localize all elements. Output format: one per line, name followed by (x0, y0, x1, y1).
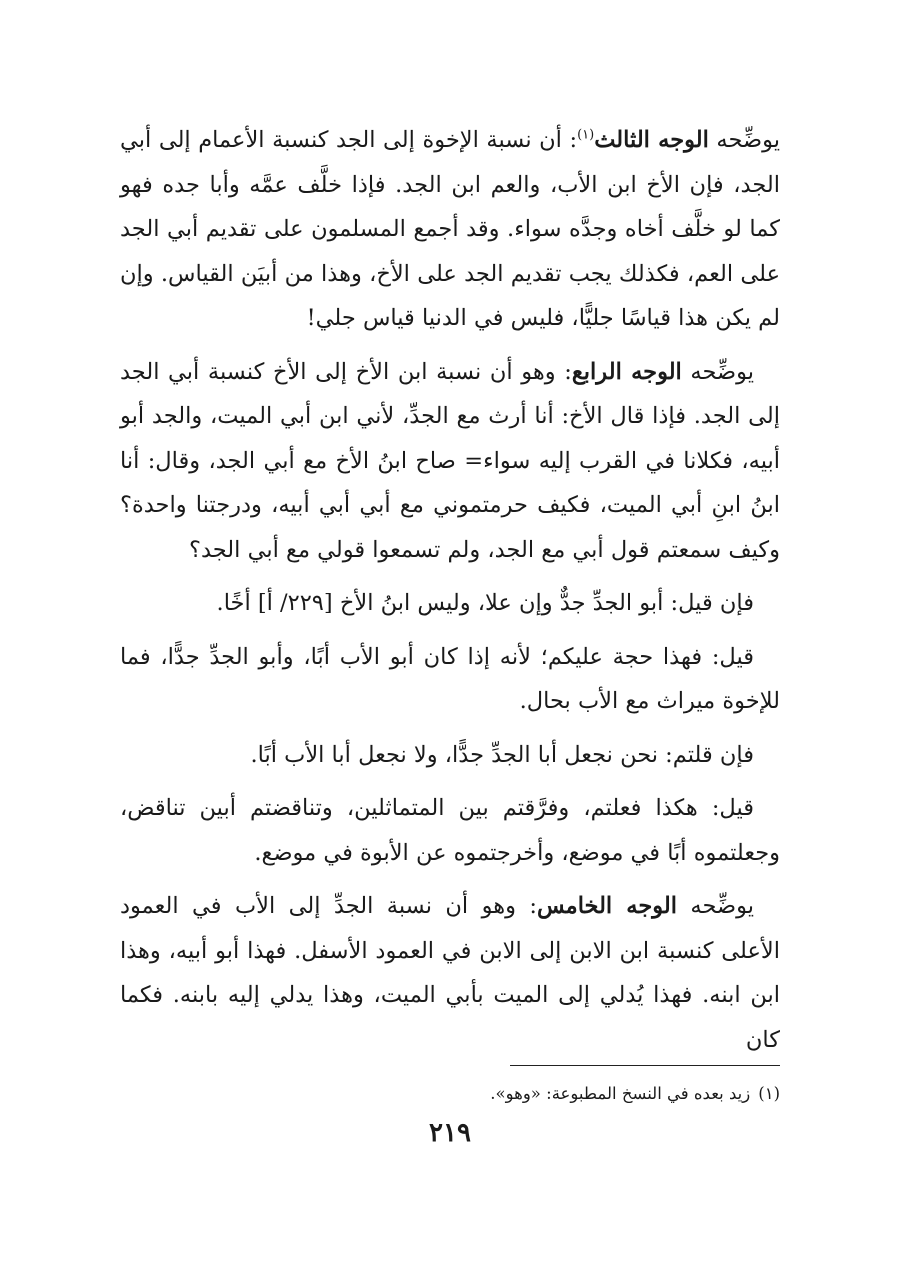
paragraph-fourth-aspect (120, 350, 780, 573)
paragraph-body: : أن نسبة الإخوة إلى الجد كنسبة الأعمام إلى أبي الجد، فإن الأخ ابن الأب، والعم ابن الجد. فإذا خلَّف عمَّه وأبا جده فهو كما لو خلَّف أخاه وجدَّه سواء. وقد أجمع المسلمون على تقديم أبي الجد على العم، فكذلك يجب تقديم الجد على الأخ، وهذا من أبيَن القياس. وإن لم يكن هذا قياسًا جليًّا، فليس في الدنيا قياس جلي! (120, 127, 780, 331)
footnote-reference: (١) (577, 127, 595, 143)
heading-third-aspect: الوجه الثالث (594, 127, 709, 153)
paragraph-body: : وهو أن نسبة ابن الأخ إلى الأخ كنسبة أبي الجد إلى الجد. فإذا قال الأخ: أنا أرث مع الجدِّ، لأني ابن أبي الميت، والجد أبو أبيه، فكلانا في القرب إليه سواء= صاح ابنُ الأخ مع أبي الجد، وقال: أنا ابنُ ابنِ أبي الميت، فكيف حرمتموني مع أبي أبي أبيه، ودرجتنا واحدة؟ وكيف سمعتم قول أبي مع الجد، ولم تسمعوا قولي مع أبي الجد؟ (120, 358, 780, 563)
paragraph-fifth-aspect (120, 884, 780, 1062)
paragraph-reply: قيل: فهذا حجة عليكم؛ لأنه إذا كان أبو الأب أبًا، وأبو الجدِّ جدًّا، فما للإخوة ميراث مع الأب بحال. (120, 643, 780, 714)
paragraph-lead: يوضِّحه (708, 127, 780, 153)
paragraph-third-aspect (120, 118, 780, 341)
footnote (380, 1080, 780, 1108)
heading-fifth-aspect: الوجه الخامس (536, 893, 677, 919)
footnote-divider (510, 1065, 780, 1066)
paragraph-lead: يوضِّحه (681, 358, 754, 385)
page-number: ٢١٩ (429, 1118, 471, 1148)
paragraph-lead: يوضِّحه (676, 893, 754, 919)
paragraph-objection-2: فإن قلتم: نحن نجعل أبا الجدِّ جدًّا، ولا نجعل أبا الأب أبًا. (250, 741, 754, 768)
main-text (120, 118, 780, 1070)
paragraph-reply-2: قيل: هكذا فعلتم، وفرَّقتم بين المتماثلين، وتناقضتم أبين تناقض، وجعلتموه أبًا في موضع، وأخرجتموه عن الأبوة في موضع. (120, 795, 780, 866)
heading-fourth-aspect: الوجه الرابع (571, 358, 682, 385)
paragraph-body: : وهو أن نسبة الجدِّ إلى الأب في العمود الأعلى كنسبة ابن الابن إلى الابن في العمود الأسفل. فهذا أبو أبيه، وهذا ابن ابنه. فهذا يُدلي إلى الميت بأبي الميت، وهذا يدلي إليه بابنه. فكما كان (120, 893, 780, 1053)
footnote-text: زيد بعده في النسخ المطبوعة: «وهو». (490, 1084, 751, 1103)
footnote-number: (١) (758, 1084, 780, 1103)
paragraph-objection: فإن قيل: أبو الجدِّ جدٌّ وإن علا، وليس ابنُ الأخ [٢٢٩/ أ] أخًا. (216, 590, 754, 616)
